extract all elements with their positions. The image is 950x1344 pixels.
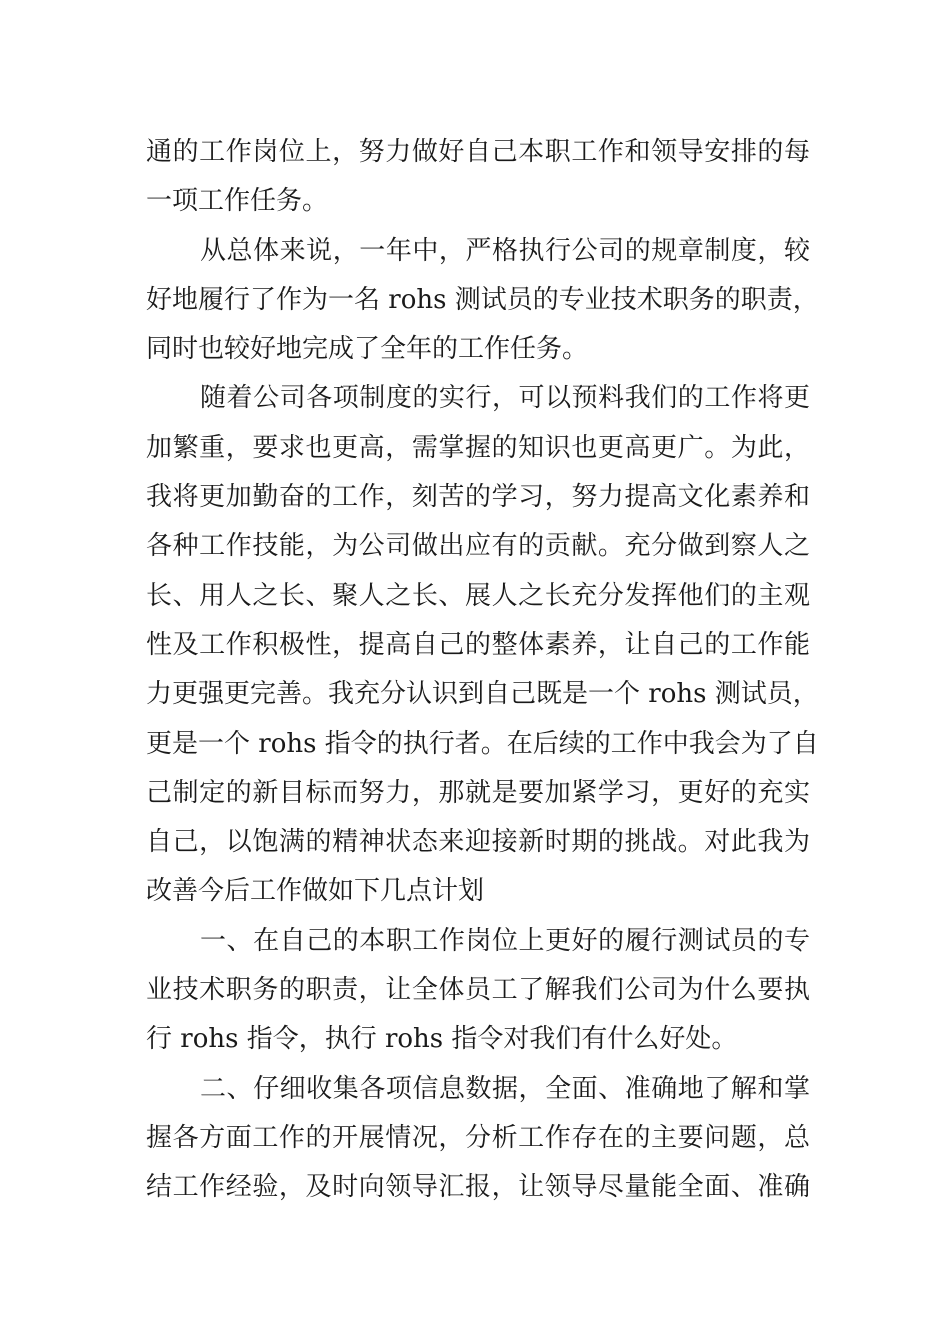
- body-text: [146, 128, 819, 1213]
- text-line: 一、在自己的本职工作岗位上更好的履行测试员的专: [200, 925, 810, 956]
- text-line: 力更强更完善。我充分认识到自己既是一个 rohs 测试员，: [146, 679, 819, 710]
- text-line: 性及工作积极性，提高自己的整体素养，让自己的工作能: [146, 629, 810, 660]
- text-line: 通的工作岗位上，努力做好自己本职工作和领导安排的每: [146, 137, 810, 167]
- text-line: 业技术职务的职责，让全体员工了解我们公司为什么要执: [146, 975, 810, 1006]
- text-line: 好地履行了作为一名 rohs 测试员的专业技术职务的职责，: [146, 284, 819, 315]
- text-line: 改善今后工作做如下几点计划: [146, 876, 485, 907]
- text-line: 己制定的新目标而努力，那就是要加紧学习，更好的充实: [146, 777, 810, 808]
- text-line: 一项工作任务。: [146, 186, 329, 217]
- text-line: 加繁重，要求也更高，需掌握的知识也更高更广。为此，: [146, 432, 810, 463]
- text-line: 从总体来说，一年中，严格执行公司的规章制度，较: [200, 235, 810, 266]
- text-line: 自己，以饱满的精神状态来迎接新时期的挑战。对此我为: [146, 827, 810, 858]
- text-line: 结工作经验，及时向领导汇报，让领导尽量能全面、准确: [146, 1172, 810, 1203]
- text-line: 各种工作技能，为公司做出应有的贡献。充分做到察人之: [146, 531, 810, 562]
- text-line: 长、用人之长、聚人之长、展人之长充分发挥他们的主观: [146, 580, 810, 611]
- text-line: 二、仔细收集各项信息数据，全面、准确地了解和掌: [200, 1073, 810, 1104]
- text-line: 行 rohs 指令，执行 rohs 指令对我们有什么好处。: [146, 1024, 738, 1055]
- text-line: 握各方面工作的开展情况，分析工作存在的主要问题，总: [146, 1122, 810, 1153]
- text-line: 随着公司各项制度的实行，可以预料我们的工作将更: [200, 383, 810, 414]
- text-line: 更是一个 rohs 指令的执行者。在后续的工作中我会为了自: [146, 728, 819, 759]
- text-line: 我将更加勤奋的工作，刻苦的学习，努力提高文化素养和: [146, 482, 810, 513]
- text-line: 同时也较好地完成了全年的工作任务。: [146, 334, 589, 365]
